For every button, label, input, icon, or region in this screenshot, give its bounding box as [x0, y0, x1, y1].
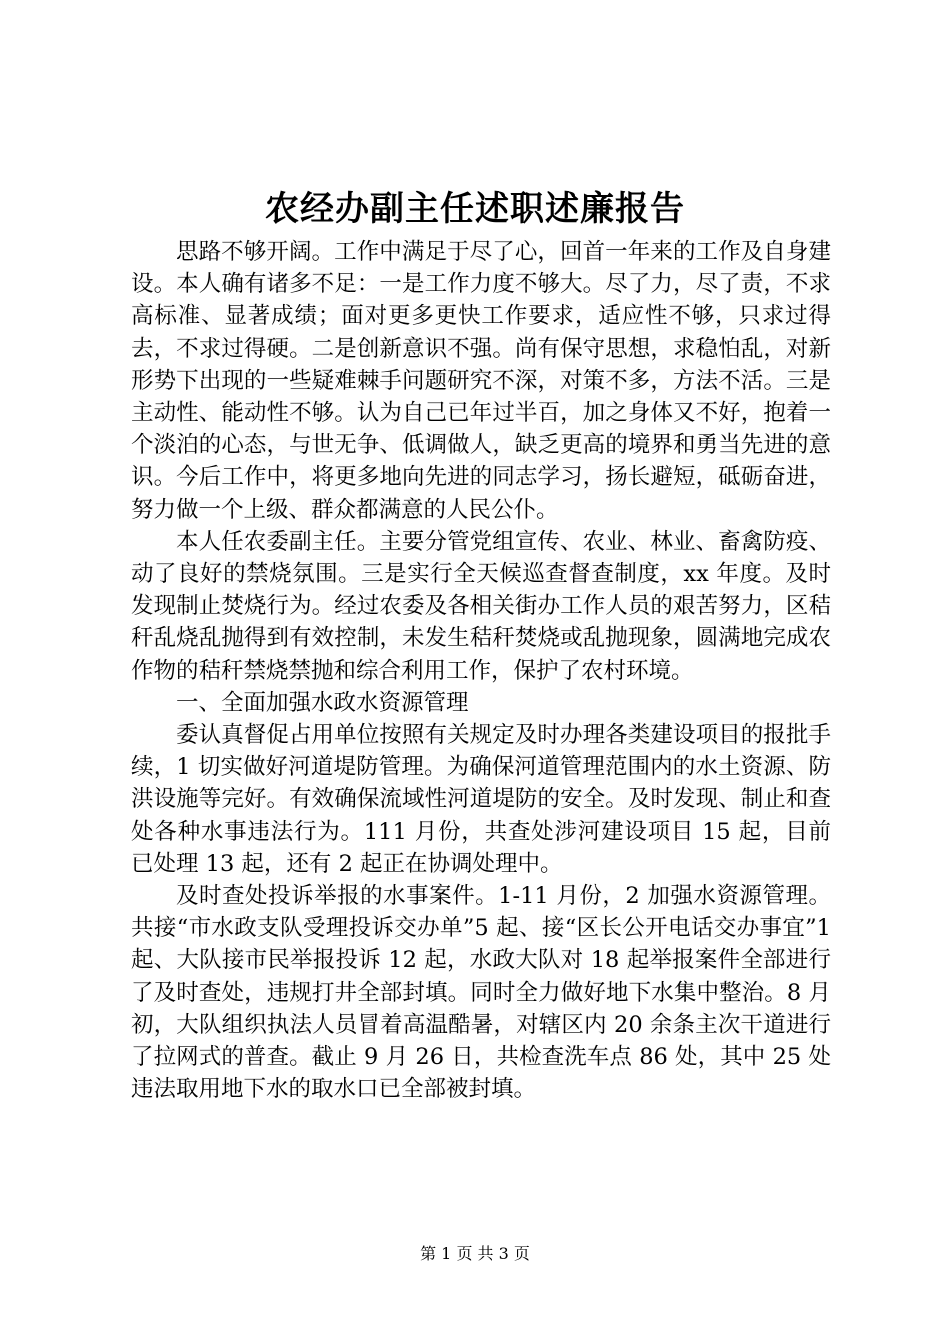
paragraph-water-resources: 及时查处投诉举报的水事案件。1-11 月份，2 加强水资源管理。共接“市水政支队受理投诉交办单”5 起、接“区长公开电话交办事宜”1 起、大队接市民举报投诉 12 起，水政大队对 18 起举报案件全部进行了及时查处，违规打井全部封填。同时全力做好地下水集中整治。8 月初，大队组织执法人员冒着高温酷暑，对辖区内 20 余条主次干道进行了拉网式的普查。截止 9 月 26 日，共检查洗车点 86 处，其中 25 处违法取用地下水的取水口已全部被封填。 [131, 883, 831, 1103]
document-title: 农经办副主任述职述廉报告 [265, 189, 685, 229]
paragraph-self-review: 思路不够开阔。工作中满足于尽了心，回首一年来的工作及自身建设。本人确有诸多不足：一是工作力度不够大。尽了力，尽了责，不求高标准、显著成绩；面对更多更快工作要求，适应性不够，只求过得去，不求过得硬。二是创新意识不强。尚有保守思想，求稳怕乱，对新形势下出现的一些疑难棘手问题研究不深，对策不多，方法不活。三是主动性、能动性不够。认为自己已年过半百，加之身体又不好，抱着一个淡泊的心态，与世无争、低调做人，缺乏更高的境界和勇当先进的意识。今后工作中，将更多地向先进的同志学习，扬长避短，砥砺奋进，努力做一个上级、群众都满意的人民公仆。 [131, 239, 831, 523]
paragraph-duties: 本人任农委副主任。主要分管党组宣传、农业、林业、畜禽防疫、动了良好的禁烧氛围。三是实行全天候巡查督查制度，xx 年度。及时发现制止焚烧行为。经过农委及各相关街办工作人员的艰苦努力，区秸秆乱烧乱抛得到有效控制，未发生秸秆焚烧或乱抛现象，圆满地完成农作物的秸秆禁烧禁抛和综合利用工作，保护了农村环境。 [131, 528, 831, 684]
page-footer: 第 1 页 共 3 页 [420, 1244, 530, 1263]
paragraph-river-management: 委认真督促占用单位按照有关规定及时办理各类建设项目的报批手续，1 切实做好河道堤防管理。为确保河道管理范围内的水土资源、防洪设施等完好。有效确保流域性河道堤防的安全。及时发现、制止和查处各种水事违法行为。111 月份，共查处涉河建设项目 15 起，目前已处理 13 起，还有 2 起正在协调处理中。 [131, 722, 831, 877]
document-body [131, 236, 831, 1105]
section-heading-water-management: 一、全面加强水政水资源管理 [176, 689, 469, 716]
